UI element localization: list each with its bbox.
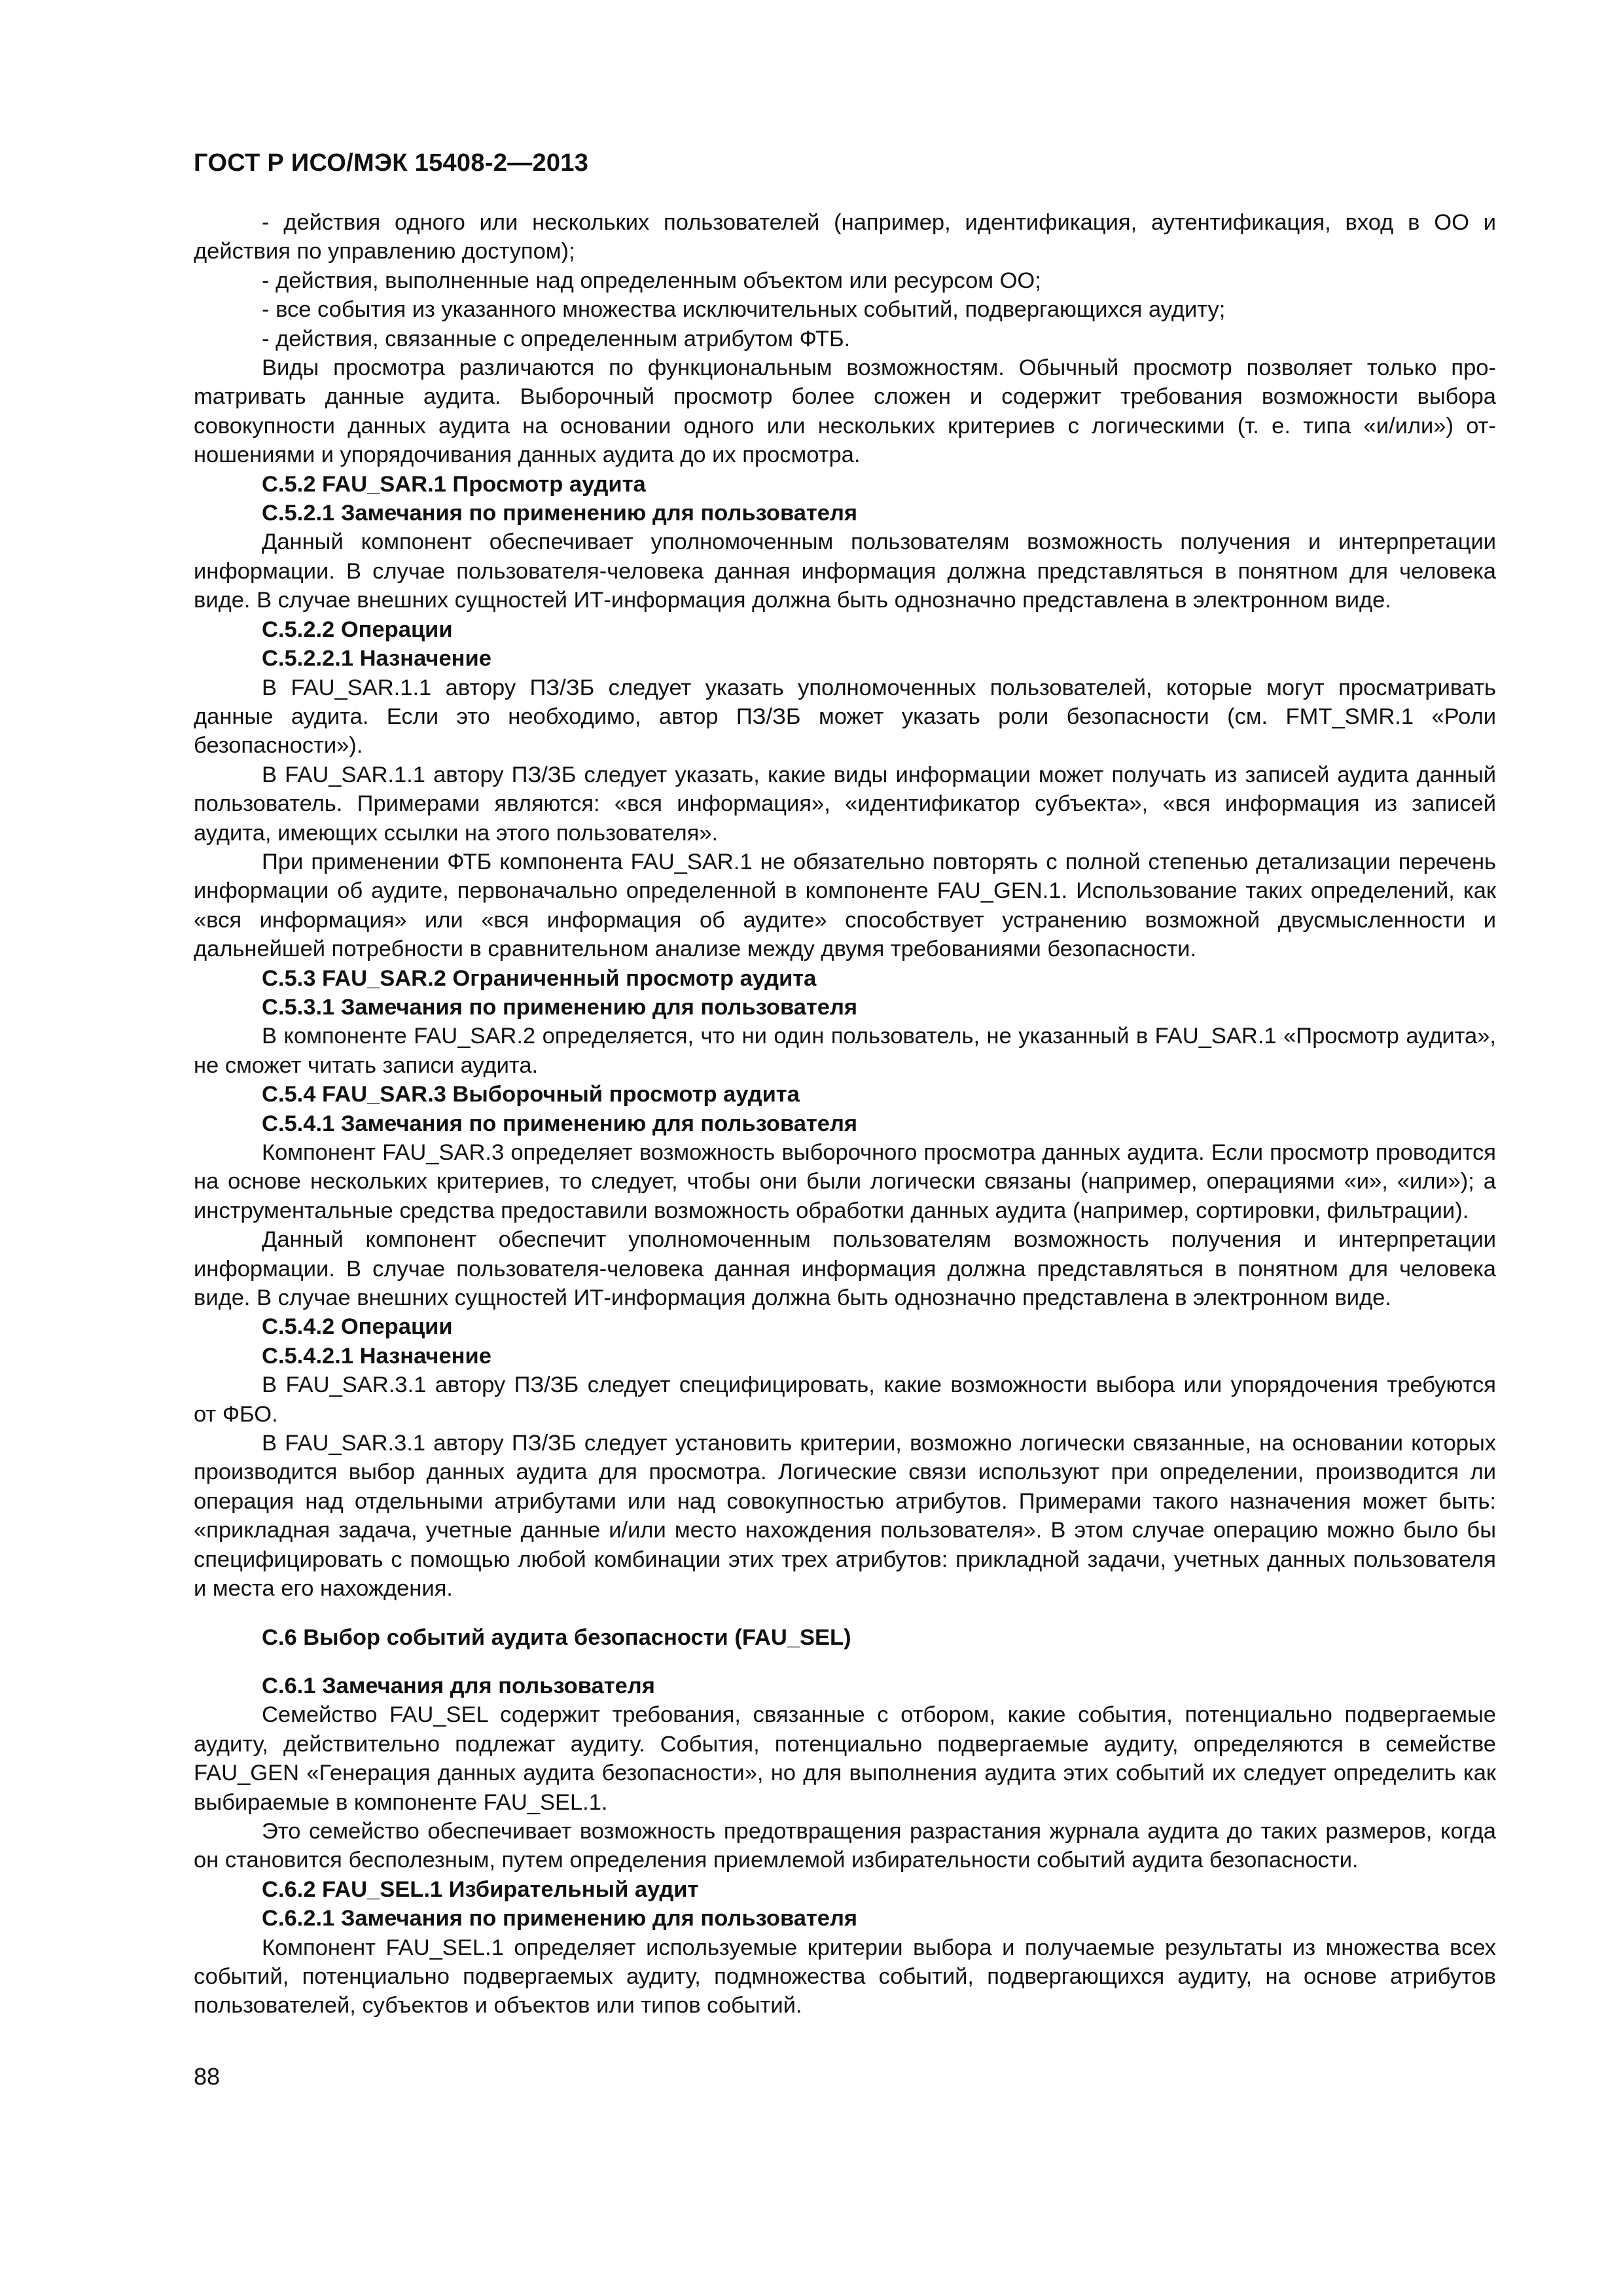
- section-heading: C.6.1 Замечания для пользователя: [262, 1673, 655, 1698]
- section-heading: C.5.2.2.1 Назначение: [262, 646, 491, 672]
- section-heading: C.5.2 FAU_SAR.1 Просмотр аудита: [262, 471, 646, 497]
- paragraph: Виды просмотра различаются по функциональным возможностям. Обычный просмотр позволяет только проmатривать данные аудита. Выборочный просмотр более сложен и содержит требования возможности выбора совокупности данных аудита на основании одного или нескольких критериев с логическими (т. е. типа «и/или») отношениями и упорядочивания данных аудита до их просмотра.: [194, 355, 1496, 468]
- paragraph: Компонент FAU_SEL.1 определяет используемые критерии выбора и получаемые результаты из множества всех событий, потенциально подвергаемых аудиту, подмножества событий, подвергающихся аудиту, на основе атрибутов пользователей, субъектов и объектов или типов событий.: [194, 1935, 1496, 2018]
- paragraph: В FAU_SAR.1.1 автору ПЗ/ЗБ следует указать, какие виды информации может получать из записей аудита данный пользователь. Примерами являются: «вся информация», «идентификатор субъекта», «вся информация из записей аудита, имеющих ссылки на этого пользователя».: [194, 762, 1496, 846]
- section-heading: C.5.4 FAU_SAR.3 Выборочный просмотр аудита: [262, 1082, 800, 1107]
- section-heading: C.5.2.2 Операции: [262, 617, 453, 642]
- paragraph: Данный компонент обеспечит уполномоченным пользователям возможность получения и интерпретации информации. В случае пользователя-человека данная информация должна представляться в понятном для человека виде. В случае внешних сущностей ИТ-информация должна быть однозначно представлена в электронном виде.: [194, 1227, 1496, 1311]
- paragraph: В FAU_SAR.3.1 автору ПЗ/ЗБ следует специфицировать, какие возможности выбора или упорядочения требуются от ФБО.: [194, 1372, 1496, 1427]
- section-heading: C.5.4.2 Операции: [262, 1314, 453, 1340]
- section-heading: C.5.3.1 Замечания по применению для пользователя: [262, 994, 858, 1020]
- paragraph: Данный компонент обеспечивает уполномоченным пользователям возможность получения и интерпретации информации. В случае пользователя-человека данная информация должна представляться в понятном для человека виде. В случае внешних сущностей ИТ-информация должна быть однозначно представлена в электронном виде.: [194, 529, 1496, 613]
- paragraph: Это семейство обеспечивает возможность предотвращения разрастания журнала аудита до таких размеров, когда он становится бесполезным, путем определения приемлемой избирательности событий аудита безопасности.: [194, 1818, 1496, 1873]
- paragraph: В FAU_SAR.1.1 автору ПЗ/ЗБ следует указать уполномоченных пользователей, которые могут просматривать данные аудита. Если это необходимо, автор ПЗ/ЗБ может указать роли безопасности (см. FMT_SMR.1 «Роли безопасности»).: [194, 675, 1496, 759]
- paragraph: Семейство FAU_SEL содержит требования, связанные с отбором, какие события, потенциально подвергаемые аудиту, действительно подлежат аудиту. События, потенциально подвергаемые аудиту, определяются в семействе FAU_GEN «Генерация данных аудита безопасности», но для выполнения аудита этих событий их следует определить как выбираемые в компоненте FAU_SEL.1.: [194, 1702, 1496, 1815]
- document-body: [194, 208, 1496, 2020]
- paragraph: В компоненте FAU_SAR.2 определяется, что ни один пользователь, не указанный в FAU_SAR.1 «Просмотр аудита», не сможет читать записи аудита.: [194, 1024, 1496, 1078]
- section-heading: C.5.4.2.1 Назначение: [262, 1343, 491, 1369]
- section-heading: C.6.2 FAU_SEL.1 Избирательный аудит: [262, 1876, 699, 1902]
- paragraph: Компонент FAU_SAR.3 определяет возможность выборочного просмотра данных аудита. Если просмотр проводится на основе нескольких критериев, то следует, чтобы они были логически связаны (например, операциями «и», «или»); а инструментальные средства предоставили возможность обработки данных аудита (например, сортировки, фильтрации).: [194, 1140, 1496, 1223]
- list-item: - действия, связанные с определенным атрибутом ФТБ.: [262, 326, 851, 351]
- paragraph: В FAU_SAR.3.1 автору ПЗ/ЗБ следует установить критерии, возможно логически связанные, на основании которых производится выбор данных аудита для просмотра. Логические связи используют при определении, производится ли операция над отдельными атрибутами или над совокупностью атрибутов. Примерами такого назначения может быть: «прикладная задача, учетные данные и/или место нахождения пользователя». В этом случае операцию можно было бы специфицировать с помощью любой комбинации этих трех атрибутов: прикладной задачи, учетных данных пользователя и места его нахождения.: [194, 1431, 1496, 1602]
- section-heading: C.5.3 FAU_SAR.2 Ограниченный просмотр аудита: [262, 965, 817, 991]
- section-heading: C.6.2.1 Замечания по применению для пользователя: [262, 1906, 858, 1931]
- page-header: ГОСТ Р ИСО/МЭК 15408-2—2013: [194, 149, 589, 177]
- page-number: 88: [194, 2063, 221, 2090]
- section-heading: C.6 Выбор событий аудита безопасности (FAU_SEL): [262, 1624, 851, 1650]
- list-item: - действия одного или нескольких пользователей (например, идентификация, аутентификация, вход в ОО и действия по управлению доступом);: [194, 210, 1496, 264]
- list-item: - все события из указанного множества исключительных событий, подвергающихся аудиту;: [262, 297, 1226, 323]
- paragraph: При применении ФТБ компонента FAU_SAR.1 не обязательно повторять с полной степенью детализации перечень информации об аудите, первоначально определенной в компоненте FAU_GEN.1. Использование таких определений, как «вся информация» или «вся информация об аудите» способствует устранению возможной двусмысленности и дальнейшей потребности в сравнительном анализе между двумя требованиями безопасности.: [194, 849, 1496, 962]
- section-heading: C.5.2.1 Замечания по применению для пользователя: [262, 501, 858, 526]
- section-heading: C.5.4.1 Замечания по применению для пользователя: [262, 1111, 858, 1136]
- list-item: - действия, выполненные над определенным объектом или ресурсом ОО;: [262, 268, 1041, 293]
